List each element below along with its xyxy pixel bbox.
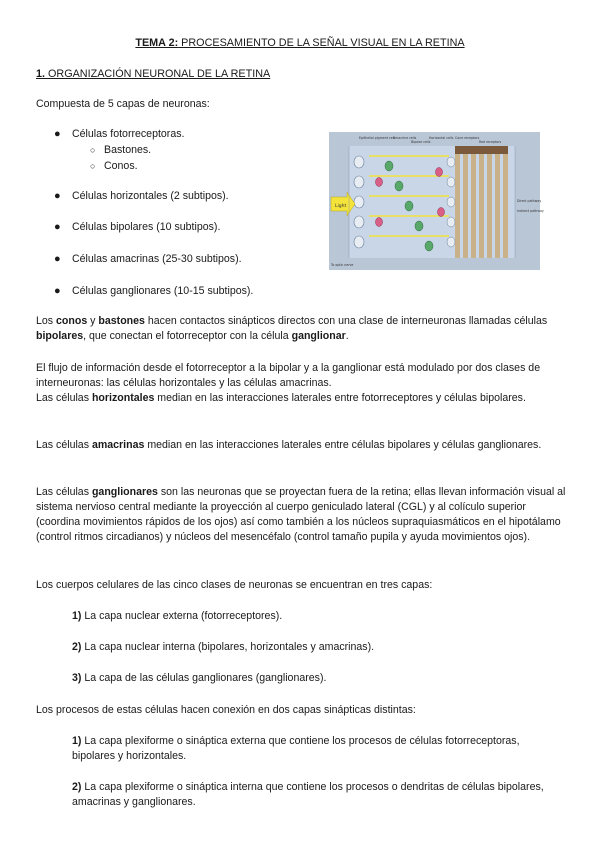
bullet-icon: ● (54, 253, 61, 265)
figure-label: Amacrine cells (393, 136, 417, 140)
numbered-item: 3) La capa de las células ganglionares (ganglionares). (72, 672, 327, 684)
paragraph-amacrinas: Las células amacrinas median en las interacciones laterales entre células bipolares y células ganglionares. (36, 439, 542, 451)
figure-label: Direct pathway (517, 199, 542, 203)
figure-label: To optic nerve (331, 263, 354, 267)
title-label: TEMA 2: (135, 37, 179, 49)
paragraph-cuerpos: Los cuerpos celulares de las cinco clases de neuronas se encuentran en tres capas: (36, 579, 433, 591)
bullet-icon: ● (54, 190, 61, 202)
bullet-icon: ● (54, 128, 61, 140)
numbered-item: 1) La capa nuclear externa (fotorreceptores). (72, 610, 283, 622)
figure-label: Light (335, 204, 347, 209)
list-item-text: Células amacrinas (25-30 subtipos). (72, 253, 242, 265)
page-title (0, 36, 600, 51)
retina-diagram-image (329, 132, 544, 270)
list-item (54, 127, 184, 142)
list-item-text: Células fotorreceptoras. (72, 128, 185, 140)
list-item-text: Células bipolares (10 subtipos). (72, 221, 221, 233)
list-item-text: Células horizontales (2 subtipos). (72, 190, 229, 202)
circle-bullet-icon: ○ (90, 161, 96, 171)
list-item (54, 220, 220, 235)
section-heading (36, 67, 270, 82)
bullet-icon: ● (54, 221, 61, 233)
title-text: PROCESAMIENTO DE LA SEÑAL VISUAL EN LA RETINA (178, 37, 465, 49)
bullet-icon: ● (54, 285, 61, 297)
figure-label: Epithelial pigment cell (359, 136, 395, 140)
list-item (54, 284, 253, 299)
paragraph-ganglionares: Las células ganglionares son las neuronas que se proyectan fuera de la retina; ellas llevan información visual al sistema nervioso central mediante la proyección al cuerpo geniculado lateral (CGL) y al colículo superior (coordina movimientos rápidos de los ojos) así como también a los núcleos supraquiasmáticos en el hipotálamo (control ritmos circadianos) y núcleos del mesencéfalo (control tamaño pupila y ayuda movimientos ojos). (36, 486, 566, 543)
list-item-text: Células ganglionares (10-15 subtipos). (72, 285, 254, 297)
figure-label: Horizontal cells (429, 136, 454, 140)
figure-label: Rod receptors (479, 140, 502, 144)
numbered-item: 2) La capa plexiforme o sináptica interna que contiene los procesos o dendritas de células bipolares, amacrinas y ganglionares. (72, 781, 544, 808)
figure-label: Bipolar cells (411, 140, 431, 144)
section-number: 1. (36, 68, 46, 80)
section-title: ORGANIZACIÓN NEURONAL DE LA RETINA (45, 68, 271, 80)
list-item (54, 252, 242, 267)
paragraph-conos: Los conos y bastones hacen contactos sinápticos directos con una clase de interneuronas llamadas células bipolares, que conectan el fotorreceptor con la célula ganglionar. (36, 315, 548, 342)
paragraph-horizontales: Las células horizontales median en las interacciones laterales entre fotorreceptores y células bipolares. (36, 392, 526, 404)
sub-list-item-text: Bastones. (104, 144, 152, 156)
figure-label: Cone receptors (455, 136, 480, 140)
intro-text: Compuesta de 5 capas de neuronas: (36, 98, 210, 110)
figure-label: Indirect pathway (517, 209, 544, 213)
numbered-item: 2) La capa nuclear interna (bipolares, horizontales y amacrinas). (72, 641, 375, 653)
paragraph-procesos: Los procesos de estas células hacen conexión en dos capas sinápticas distintas: (36, 704, 416, 716)
numbered-item: 1) La capa plexiforme o sináptica externa que contiene los procesos de células fotorreceptoras, bipolares y horizontales. (72, 735, 520, 762)
paragraph-flujo: El flujo de información desde el fotorreceptor a la bipolar y a la ganglionar está modulado por dos clases de interneuronas: las células horizontales y las células amacrinas. (36, 362, 541, 389)
list-item (54, 189, 229, 204)
circle-bullet-icon: ○ (90, 145, 96, 155)
sub-list-item-text: Conos. (104, 160, 138, 172)
